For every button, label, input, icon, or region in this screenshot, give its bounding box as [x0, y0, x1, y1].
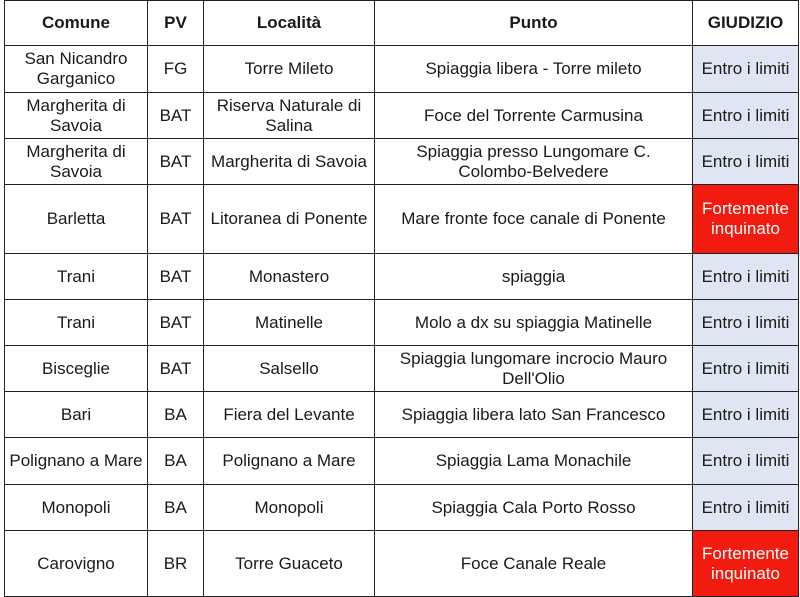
cell-punto: Mare fronte foce canale di Ponente — [375, 185, 693, 254]
cell-giudizio: Entro i limiti — [693, 438, 799, 485]
cell-localita: Riserva Naturale di Salina — [204, 93, 375, 139]
cell-giudizio: Entro i limiti — [693, 139, 799, 185]
cell-giudizio: Entro i limiti — [693, 485, 799, 531]
cell-comune: San Nicandro Garganico — [5, 46, 148, 93]
table-row — [5, 139, 799, 185]
header-localita: Località — [204, 1, 375, 46]
cell-giudizio: Fortemente inquinato — [693, 531, 799, 597]
table-row — [5, 93, 799, 139]
cell-pv: BR — [148, 531, 204, 597]
cell-pv: BAT — [148, 185, 204, 254]
cell-pv: BA — [148, 485, 204, 531]
table-row — [5, 392, 799, 438]
cell-punto: Spiaggia lungomare incrocio Mauro Dell'Olio — [375, 346, 693, 392]
cell-pv: BA — [148, 438, 204, 485]
table-row — [5, 438, 799, 485]
table-row — [5, 485, 799, 531]
table-row — [5, 346, 799, 392]
cell-comune: Margherita di Savoia — [5, 93, 148, 139]
cell-giudizio: Fortemente inquinato — [693, 185, 799, 254]
cell-punto: Molo a dx su spiaggia Matinelle — [375, 300, 693, 346]
cell-localita: Monopoli — [204, 485, 375, 531]
cell-comune: Margherita di Savoia — [5, 139, 148, 185]
cell-localita: Matinelle — [204, 300, 375, 346]
cell-comune: Monopoli — [5, 485, 148, 531]
cell-giudizio: Entro i limiti — [693, 346, 799, 392]
cell-localita: Torre Mileto — [204, 46, 375, 93]
cell-pv: BAT — [148, 346, 204, 392]
cell-comune: Bari — [5, 392, 148, 438]
cell-punto: Foce Canale Reale — [375, 531, 693, 597]
cell-comune: Barletta — [5, 185, 148, 254]
cell-pv: BA — [148, 392, 204, 438]
cell-giudizio: Entro i limiti — [693, 93, 799, 139]
cell-giudizio: Entro i limiti — [693, 300, 799, 346]
cell-giudizio: Entro i limiti — [693, 46, 799, 93]
cell-localita: Polignano a Mare — [204, 438, 375, 485]
cell-comune: Bisceglie — [5, 346, 148, 392]
cell-comune: Trani — [5, 254, 148, 300]
cell-pv: BAT — [148, 139, 204, 185]
cell-punto: spiaggia — [375, 254, 693, 300]
cell-pv: BAT — [148, 93, 204, 139]
cell-localita: Litoranea di Ponente — [204, 185, 375, 254]
cell-pv: BAT — [148, 300, 204, 346]
table-row — [5, 46, 799, 93]
cell-giudizio: Entro i limiti — [693, 392, 799, 438]
cell-punto: Foce del Torrente Carmusina — [375, 93, 693, 139]
cell-localita: Torre Guaceto — [204, 531, 375, 597]
cell-comune: Carovigno — [5, 531, 148, 597]
cell-pv: BAT — [148, 254, 204, 300]
cell-punto: Spiaggia presso Lungomare C. Colombo-Belvedere — [375, 139, 693, 185]
header-comune: Comune — [5, 1, 148, 46]
water-quality-table — [4, 0, 799, 597]
cell-localita: Margherita di Savoia — [204, 139, 375, 185]
cell-comune: Polignano a Mare — [5, 438, 148, 485]
table-row — [5, 254, 799, 300]
cell-punto: Spiaggia libera - Torre mileto — [375, 46, 693, 93]
header-punto: Punto — [375, 1, 693, 46]
cell-punto: Spiaggia Lama Monachile — [375, 438, 693, 485]
cell-localita: Fiera del Levante — [204, 392, 375, 438]
cell-giudizio: Entro i limiti — [693, 254, 799, 300]
cell-localita: Monastero — [204, 254, 375, 300]
cell-punto: Spiaggia Cala Porto Rosso — [375, 485, 693, 531]
table-row — [5, 531, 799, 597]
cell-localita: Salsello — [204, 346, 375, 392]
cell-comune: Trani — [5, 300, 148, 346]
header-row — [5, 1, 799, 46]
cell-punto: Spiaggia libera lato San Francesco — [375, 392, 693, 438]
table-row — [5, 300, 799, 346]
cell-pv: FG — [148, 46, 204, 93]
table-row — [5, 185, 799, 254]
header-giudizio: GIUDIZIO — [693, 1, 799, 46]
header-pv: PV — [148, 1, 204, 46]
table-body — [5, 46, 799, 597]
